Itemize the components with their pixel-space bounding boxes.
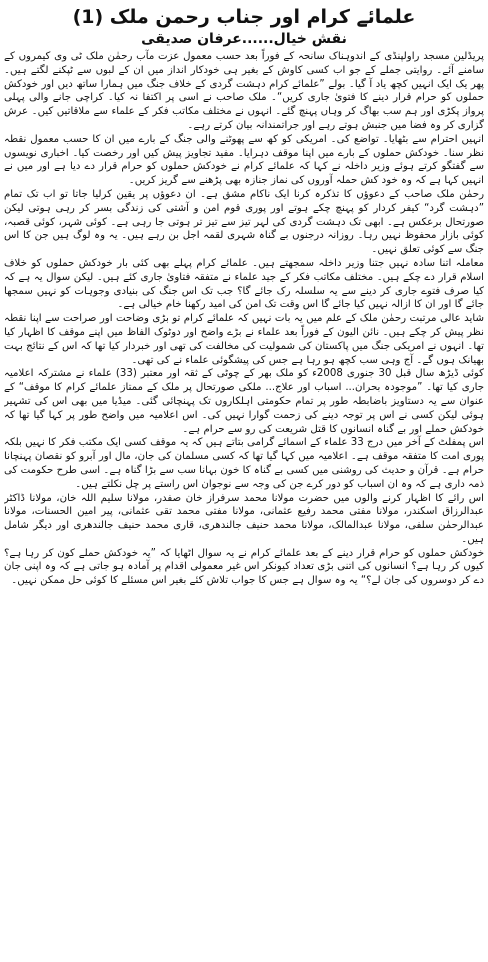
article-title: علمائے کرام اور جناب رحمن ملک (1): [72, 6, 416, 28]
article-paragraph: پریڈلین مسجد راولپنڈی کے اندوہناک سانحہ کے فوراً بعد حسب معمول عزت مآب رحمٰن ملک ٹی وی کیمروں کے سامنے آئے۔ روایتی جملے کے جو اب کسی کاوش کے بغیر ہی خودکار انداز میں ان کے لبوں سے ٹپکنے لگتے ہیں۔ پھر یک ایک انہیں کچھ یاد آ گیا۔ بولے ”علمائے کرام دہشت گردی کے خلاف جنگ میں ہمارا ساتھ دیں اور خودکش حملوں کو حرام قرار دینے کا فتویٰ جاری کریں“۔ ملک صاحب نے اسی پر اکتفا نہ کیا۔ کراچی جانے والی پہلی پرواز پکڑی اور ہم سب بھاگ کر وہاں پہنچ گئے۔ انہوں نے مختلف مکاتب فکر کے علماء سے ملاقاتیں کیں۔ عرش گزاری کر وہ فضا میں جنبش ہوتے رہے اور جراتمندانہ بیان کرتے رہے۔: [4, 51, 484, 131]
article-paragraph: انہیں احترام سے بٹھایا۔ تواضع کی۔ امریکی کو کھ سے پھوٹنے والی جنگ کے بارے میں ان کا حسب معمول نقطہ نظر سنا۔ خودکش حملوں کے بارے میں اپنا موقف دہرایا۔ مفید تجاویز پیش کیں اور رخصت کیا۔ اخباری نویسوں سے گفتگو کرتے ہوئے وزیر داخلہ نے کہا کہ علمائے کرام نے خودکش حملوں کو حرام قرار دے دیا ہے اور میں نے انہیں کہا ہے کہ وہ خود کش حملہ آوروں کی نماز جنازہ بھی پڑھنے سے گریز کریں۔: [4, 133, 484, 187]
article-paragraph: رحمٰن ملک صاحب کے دعوؤں کا تذکرہ کرنا ایک ناکام مشق ہے۔ ان دعوؤں پر یقین کرلیا جاتا تو اب تک تمام ”دہشت گرد“ کیفر کردار کو پہنچ چکے ہوتے اور پوری قوم امن و آشتی کی زندگی بسر کر رہی ہوتی لیکن صورتحال برعکس ہے۔ ابھی تک دہشت گردی کی لہر تیز سے تیز تر ہوتی جا رہی ہے۔ کوئی شہر، کوئی قصبہ، کوئی بازار محفوظ نہیں رہا۔ روزانہ درجنوں بے گناہ شہری لقمہ اجل بن رہے ہیں۔ یہ وہ لوگ ہیں جن کا اس جنگ سے کوئی تعلق نہیں۔: [4, 188, 484, 256]
newspaper-column: [4, 4, 484, 954]
article-paragraph: اس رائے کا اظہار کرنے والوں میں حضرت مولانا محمد سرفراز خان صفدر، مولانا سلیم اللہ خان، مولانا ڈاکٹر عبدالرزاق اسکندر، مولانا مفتی محمد رفیع عثمانی، مولانا مفتی محمد تقی عثمانی، پیر امین الحسنات، مولانا عبدالرحمٰن سلفی، مولانا عبدالمالک، مولانا محمد حنیف جالندھری، قاری محمد حنیف جالندھری اور دیگر شامل ہیں۔: [4, 492, 484, 545]
article-paragraph: شاید عالی مرتبت رحمٰن ملک کے علم میں یہ بات نہیں کہ علمائے کرام تو بڑی وضاحت اور صراحت سے اپنا نقطہ نظر پیش کر چکے ہیں۔ نائن الیون کے فوراً بعد علماء نے بڑے واضح اور دوٹوک الفاظ میں اپنے موقف کا اظہار کیا تھا۔ انہوں نے امریکی جنگ میں پاکستان کی شمولیت کی مخالفت کی تھی اور خبردار کیا تھا کہ اس کے نتائج بہت بھیانک ہوں گے۔ آج وہی سب کچھ ہو رہا ہے جس کی پیشگوئی علماء نے کی تھی۔: [4, 313, 484, 366]
article-body: [4, 50, 484, 588]
article-paragraph: کوئی ڈیڑھ سال قبل 30 جنوری 2008ء کو ملک بھر کے چوٹی کے ثقہ اور معتبر (33) علماء نے مشترکہ اعلامیہ جاری کیا تھا۔ ”موجودہ بحران... اسباب اور علاج... ملکی صورتحال پر ملک کے ممتاز علمائے کرام کا موقف“ کے عنوان سے یہ دستاویز باضابطہ طور پر تمام حکومتی اہلکاروں تک پہنچائی گئی۔ میڈیا میں بھی اس کی تشہیر ہوئی لیکن کسی نے اس پر توجہ دینے کی زحمت گوارا نہیں کی۔ اس اعلامیہ میں واضح طور پر کہا گیا تھا کہ خودکش حملے اور بے گناہ انسانوں کا قتل شریعت کی رو سے حرام ہے۔: [4, 368, 484, 435]
article-paragraph: اس پمفلٹ کے آخر میں درج 33 علماء کے اسمائے گرامی بتاتے ہیں کہ یہ موقف کسی ایک مکتب فکر کا نہیں بلکہ پوری امت کا متفقہ موقف ہے۔ اعلامیہ میں کہا گیا تھا کہ کسی مسلمان کی جان، مال اور آبرو کو نقصان پہنچانا حرام ہے۔ قرآن و حدیث کی روشنی میں کسی بے گناہ کا خون بہانا سب سے بڑا گناہ ہے۔ اسی طرح حکومت کی ذمہ داری ہے کہ وہ ان اسباب کو دور کرے جن کی وجہ سے نوجوان اس راستے پر چل نکلتے ہیں۔: [4, 437, 484, 490]
article-paragraph: خودکش حملوں کو حرام قرار دینے کے بعد علمائے کرام نے یہ سوال اٹھایا کہ ”یہ خودکش حملے کون کر رہا ہے؟ کیوں کر رہا ہے؟ انسانوں کی اتنی بڑی تعداد کیونکر اس غیر معمولی اقدام پر آمادہ ہو جاتی ہے کہ وہ اپنی جان دے کر دوسروں کی جان لے؟“ یہ وہ سوال ہے جس کا جواب تلاش کئے بغیر اس مسئلے کا کوئی حل ممکن نہیں۔: [4, 547, 484, 587]
article-paragraph: معاملہ اتنا سادہ نہیں جتنا وزیر داخلہ سمجھتے ہیں۔ علمائے کرام پہلے بھی کئی بار خودکش حملوں کو خلاف اسلام قرار دے چکے ہیں۔ مختلف مکاتب فکر کے جید علماء نے متفقہ فتاویٰ جاری کئے ہیں۔ لیکن سوال یہ ہے کہ کیا صرف فتوے جاری کر دینے سے یہ سلسلہ رک جائے گا؟ جب تک اس جنگ کی بنیادی وجوہات کو نہیں سمجھا جائے گا اور ان کا ازالہ نہیں کیا جائے گا اس وقت تک امن کی امید رکھنا خام خیالی ہے۔: [4, 257, 484, 311]
article-byline: نقش خیال......عرفان صدیقی: [141, 31, 347, 47]
